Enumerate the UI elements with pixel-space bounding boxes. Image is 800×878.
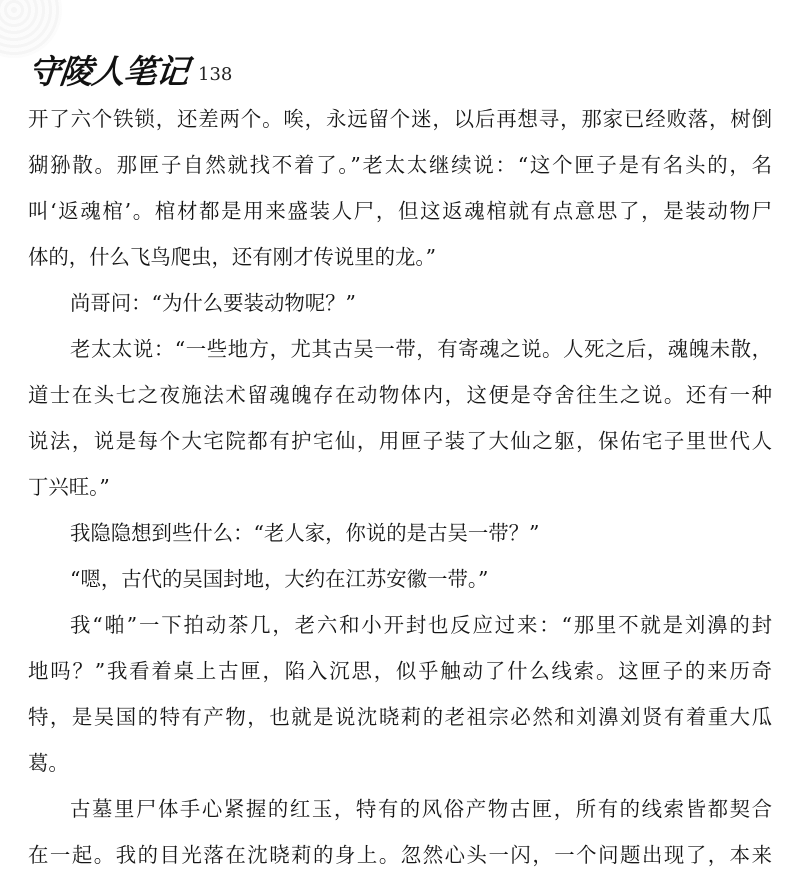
text-line: 古墓里尸体手心紧握的红玉，特有的风俗产物古匣，所有的线索皆都契合 [70,797,772,821]
text-line: 叫‘返魂棺’。棺材都是用来盛装人尸，但这返魂棺就有点意思了，是装动物尸 [28,199,772,223]
text-line: 地吗？”我看着桌上古匣，陷入沉思，似乎触动了什么线索。这匣子的来历奇 [28,659,772,683]
page-header [25,44,233,91]
page-number: 138 [198,64,233,85]
text-line: 丁兴旺。” [28,475,110,499]
text-line: 尚哥问：“为什么要装动物呢？” [70,291,356,315]
text-line: 我“啪”一下拍动茶几，老六和小开封也反应过来：“那里不就是刘濞的封 [70,613,772,637]
text-line: 我隐隐想到些什么：“老人家，你说的是古吴一带？” [70,521,540,545]
text-line: 在一起。我的目光落在沈晓莉的身上。忽然心头一闪，一个问题出现了，本来 [28,843,772,867]
text-line: 体的，什么飞鸟爬虫，还有刚才传说里的龙。” [28,245,437,269]
text-line: 葛。 [28,751,69,775]
body-text [28,96,772,878]
book-title: 守陵人笔记 [25,52,191,91]
text-line: 说法，说是每个大宅院都有护宅仙，用匣子装了大仙之躯，保佑宅子里世代人 [28,429,772,453]
text-line: 道士在头七之夜施法术留魂魄存在动物体内，这便是夺舍往生之说。还有一种 [28,383,772,407]
text-line: 开了六个铁锁，还差两个。唉，永远留个迷，以后再想寻，那家已经败落，树倒 [28,107,772,131]
text-line: 猢狲散。那匣子自然就找不着了。”老太太继续说：“这个匣子是有名头的，名 [28,153,772,177]
text-line: 特，是吴国的特有产物，也就是说沈晓莉的老祖宗必然和刘濞刘贤有着重大瓜 [28,705,772,729]
text-line: 老太太说：“一些地方，尤其古吴一带，有寄魂之说。人死之后，魂魄未散， [70,337,772,361]
text-line: “嗯，古代的吴国封地，大约在江苏安徽一带。” [70,567,489,591]
